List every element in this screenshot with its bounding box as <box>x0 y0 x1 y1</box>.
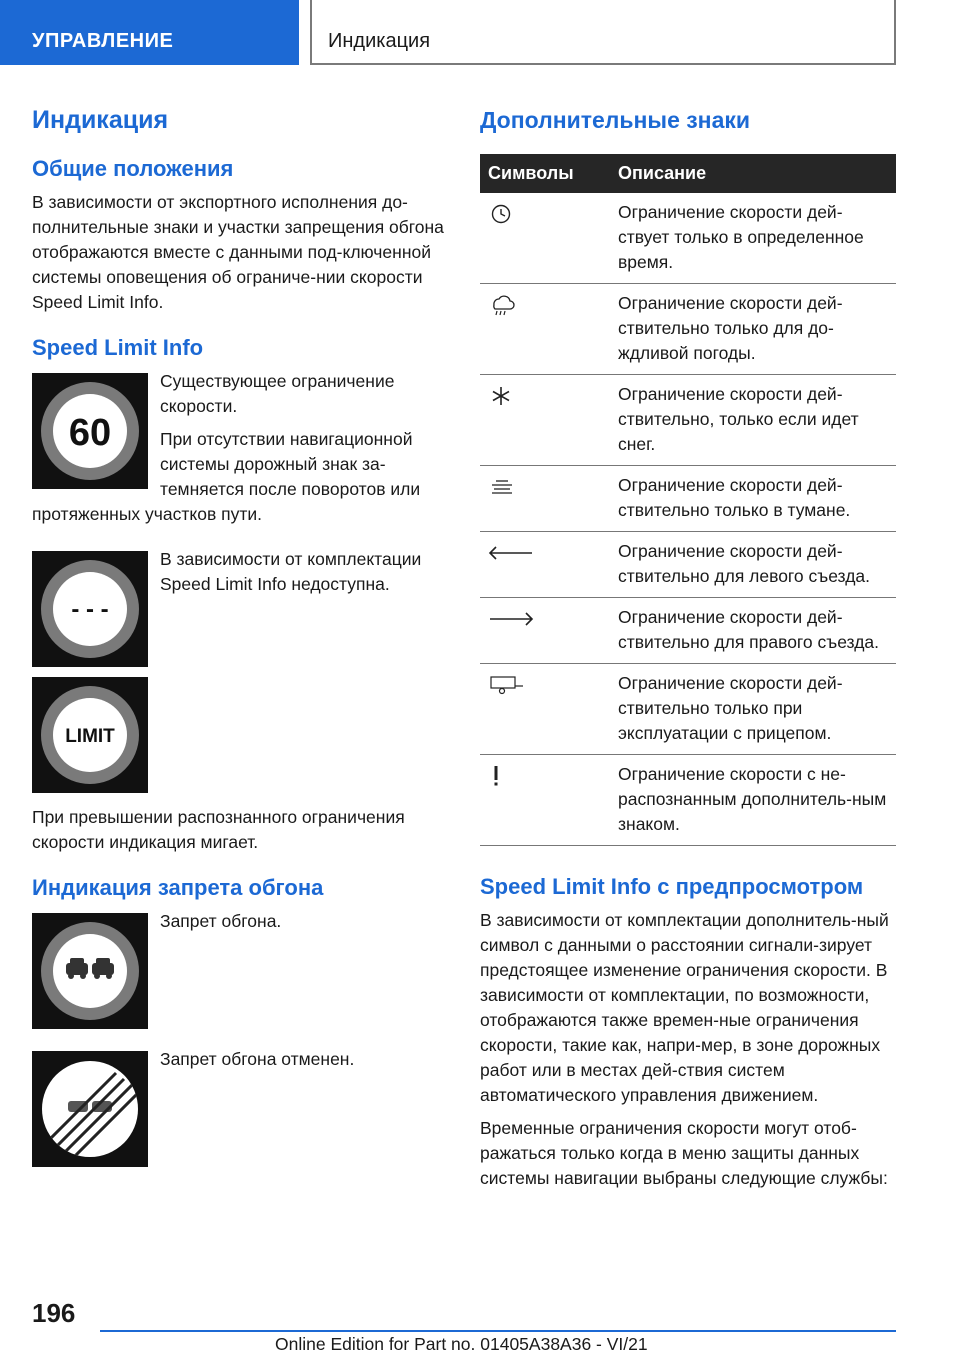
sli-text-2: При отсутствии навигационной системы дорожный знак за-темняется после поворотов или протяженных участков пути. <box>32 429 421 524</box>
sli-text-1: Существующее ограничение скорости. <box>160 371 395 416</box>
left-column <box>32 100 452 1175</box>
row-description: Ограничение скорости дей-ствительно только в тумане. <box>610 466 896 532</box>
row-description: Ограничение скорости дей-ствительно для правого съезда. <box>610 598 896 664</box>
overtaking-heading: Индикация запрета обгона <box>32 875 324 900</box>
table-row <box>480 532 896 598</box>
table-row <box>480 664 896 755</box>
end-no-overtaking-sign-image <box>32 1051 148 1167</box>
table-row <box>480 193 896 284</box>
page-title: Индикация <box>32 106 169 134</box>
no-overtaking-block <box>32 909 452 1037</box>
page-number: 196 <box>32 1298 76 1328</box>
preview-text-2: Временные ограничения скорости могут отоб-ражаться только когда в меню защиты данных системы навигации выбраны следующие службы: <box>480 1118 888 1188</box>
general-text: В зависимости от экспортного исполнения до-полнительные знаки и участки запрещения обгона отображаются вместе с данными под-ключенной системы оповещения об ограниче-нии скорости Speed Limit Info. <box>32 192 444 312</box>
table-row <box>480 755 896 846</box>
row-description: Ограничение скорости дей-ствительно, только если идет снег. <box>610 375 896 466</box>
rain-cloud-icon <box>486 293 516 317</box>
sign-dashes-block <box>32 547 452 675</box>
no-overtaking-sign-image <box>32 913 148 1029</box>
arrow-left-icon <box>486 541 536 565</box>
overtaking-text-1: Запрет обгона. <box>160 911 282 931</box>
snowflake-icon <box>486 384 516 408</box>
row-description: Ограничение скорости дей-ствительно для левого съезда. <box>610 532 896 598</box>
table-row <box>480 598 896 664</box>
row-description: Ограничение скорости дей-ствует только в определенное время. <box>610 193 896 284</box>
row-description: Ограничение скорости дей-ствительно только при эксплуатации с прицепом. <box>610 664 896 755</box>
exclamation-icon <box>486 764 516 788</box>
sign-60-block <box>32 369 452 527</box>
col-description-header: Описание <box>610 154 896 193</box>
speed-limit-info-heading: Speed Limit Info <box>32 335 204 360</box>
arrow-right-icon <box>486 607 536 631</box>
header-section-tab: УПРАВЛЕНИЕ <box>0 0 299 65</box>
sli-text-3: В зависимости от комплектации Speed Limit Info недоступна. <box>160 549 422 594</box>
table-row <box>480 375 896 466</box>
sign-dashes-value: - - - <box>71 596 109 623</box>
sign-60-value: 60 <box>68 412 112 454</box>
overtaking-text-2: Запрет обгона отменен. <box>160 1049 355 1069</box>
clock-icon <box>486 202 516 226</box>
sign-limit-value: LIMIT <box>65 726 115 747</box>
row-description: Ограничение скорости дей-ствительно только для до-ждливой погоды. <box>610 284 896 375</box>
sign-limit-block <box>32 675 452 801</box>
additional-signs-table <box>480 154 896 846</box>
row-description: Ограничение скорости с не-распознанным дополнитель-ным знаком. <box>610 755 896 846</box>
speed-limit-60-sign-image <box>32 373 148 489</box>
fog-icon <box>486 475 516 499</box>
right-column <box>480 100 896 1191</box>
header-chapter-title: Индикация <box>310 0 896 65</box>
preview-heading: Speed Limit Info с предпросмотром <box>480 874 864 899</box>
additional-signs-heading: Дополнительные знаки <box>480 107 751 133</box>
end-no-overtaking-block <box>32 1047 452 1175</box>
footer-divider <box>100 1330 896 1332</box>
speed-limit-unknown-sign-image <box>32 551 148 667</box>
table-row <box>480 284 896 375</box>
speed-limit-limit-sign-image <box>32 677 148 793</box>
footer-edition: Online Edition for Part no. 01405A38A36 - VI/21 <box>275 1334 648 1354</box>
col-symbols-header: Символы <box>480 154 610 193</box>
preview-text-1: В зависимости от комплектации дополнитель-ный символ с данными о расстоянии сигнали-зирует предстоящее изменение ограничения скорости. В зависимости от комплектации, по возможности, отображаются также времен-ные ограничения скорости, такие как, напри-мер, в зоне дорожных работ или в местах дей-ствия систем автоматического управления движением. <box>480 910 889 1105</box>
general-heading: Общие положения <box>32 156 234 181</box>
sli-text-4: При превышении распознанного ограничения скорости индикация мигает. <box>32 807 405 852</box>
table-row <box>480 466 896 532</box>
trailer-icon <box>486 673 526 697</box>
